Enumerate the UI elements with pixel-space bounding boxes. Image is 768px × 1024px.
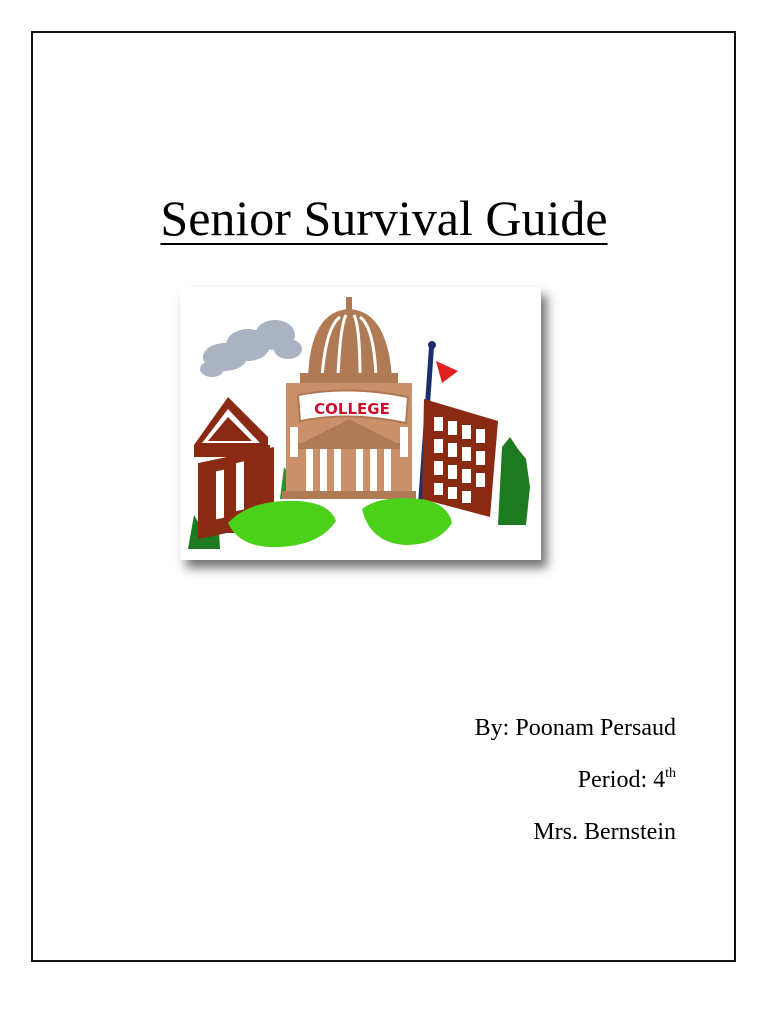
flag-icon	[436, 361, 458, 383]
teacher-line: Mrs. Bernstein	[533, 819, 676, 845]
period-ordinal-suffix: th	[665, 766, 676, 781]
period-line	[475, 754, 676, 806]
period-number: 4	[653, 767, 666, 793]
byline-block	[475, 702, 676, 858]
author-line: By: Poonam Persaud	[474, 715, 676, 741]
college-sign-text: COLLEGE	[314, 400, 390, 418]
period-label: Period:	[577, 767, 654, 793]
right-brick-building	[422, 399, 498, 517]
college-clipart	[180, 287, 541, 560]
college-building-illustration	[180, 287, 541, 560]
document-title: Senior Survival Guide	[160, 190, 608, 246]
grass-lawn	[228, 498, 452, 547]
dome	[300, 297, 398, 383]
right-shrub	[498, 437, 530, 525]
cloud-icon	[200, 320, 302, 377]
